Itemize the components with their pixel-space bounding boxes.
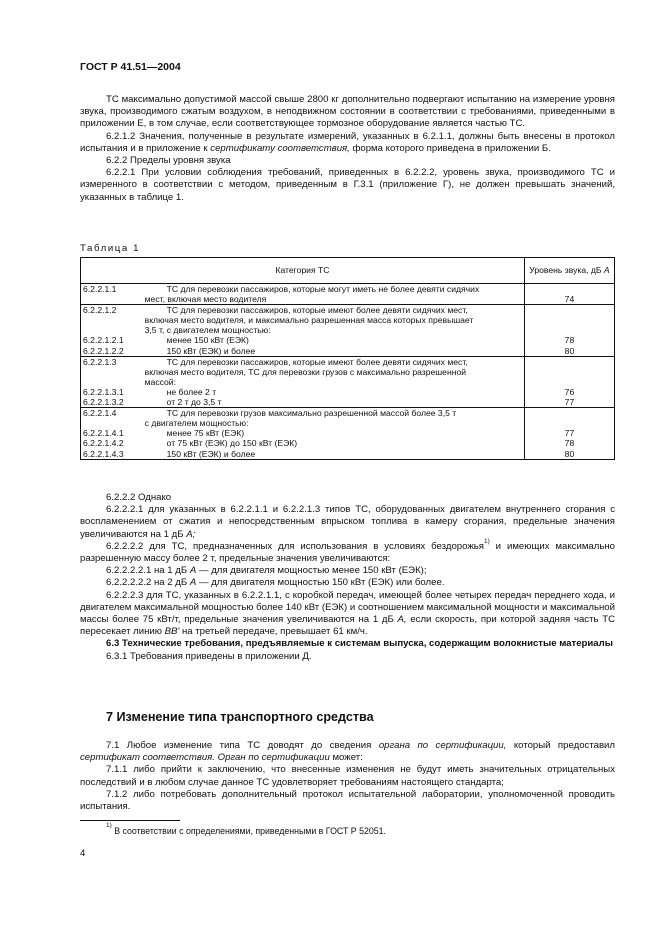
paragraph-6-2-2-2-2: 6.2.2.2.2 для ТС, предназначенных для использования в условиях бездорожья$^{1)}$ и имеющих максимально разрешенную массу более 2 т, предельные значения увеличиваются: [80,537,615,565]
paragraph-6-2-2: 6.2.2 Пределы уровня звука [106,155,231,167]
level-value: 80 [564,448,575,459]
row-code [83,325,145,335]
cell-codes [81,284,145,305]
row-code: 6.2.2.1.2.2 [83,345,124,356]
level-value: 76 [564,386,575,397]
table-row [81,408,615,459]
category-line: включая место водителя, ТС для перевозки грузов с максимально разрешенной [144,366,467,377]
cell-codes [81,408,145,459]
level-value [525,315,614,325]
paragraph-6-2-1-2: 6.2.1.2 Значения, полученные в результате измерений, указанных в 6.2.1.1, должны быть внесены в протокол испытания и в приложение к сертификату соответствия, форма которого приведена в приложении Б. [80,130,615,154]
level-value [525,377,614,387]
category-line: ТС для перевозки пассажиров, которые могут иметь не более девяти сидячих [166,284,480,294]
cell-level [524,356,614,407]
level-value [525,367,614,377]
row-code [83,377,145,387]
row-code: 6.2.2.1.2.1 [83,335,124,346]
table-header-row [81,258,615,284]
row-code: 6.2.2.1.3.1 [83,386,124,397]
heading-6-3: 6.3 Технические требования, предъявляемые к системам выпуска, содержащим волокнистые материалы [106,638,613,650]
cell-codes [81,305,145,356]
paragraph-7-1-2: 7.1.2 либо потребовать дополнительный протокол испытательной лаборатории, уполномоченной проводить испытания. [80,788,615,813]
row-code [83,418,145,428]
document-id: ГОСТ Р 41.51—2004 [80,61,181,73]
paragraph-6-2-2-2-3: 6.2.2.2.3 для ТС, указанных в 6.2.2.1.1, с коробкой передач, имеющей более четырех передач переднего хода, и двигателем максимальной мощностью более 140 кВт (ЕЭК) и соотношением максимальной мощности и максимальной массы более 75 кВт/т, предельные значения увеличиваются на 1 дБ А, если скорость, при которой задняя часть ТС пересекает линию ВВ' на третьей передаче, превышает 61 км/ч. [80,589,616,638]
cell-level [524,408,614,459]
cell-category [145,305,525,356]
category-line: от 2 т до 3,5 т [166,397,222,408]
category-line: 150 кВт (ЕЭК) и более [166,345,256,356]
paragraph-6-2-2-2-2-2: 6.2.2.2.2.2 на 2 дБ А — для двигателя мощностью 150 кВт (ЕЭК) или более. [106,577,445,589]
cell-level [524,284,614,305]
level-value: 80 [564,345,575,356]
paragraph-7-1: 7.1 Любое изменение типа ТС доводят до сведения органа по сертификации, который предоставил сертификат соответствия. Орган по сертификации может: [80,740,615,764]
table-caption: Таблица 1 [80,243,141,254]
level-value: 74 [564,294,575,305]
row-code [83,315,145,325]
row-code: 6.2.2.1.4.3 [83,448,124,459]
header-level: Уровень звука, дБ А [524,258,614,284]
cell-category [145,356,525,407]
row-code: 6.2.2.1.4.2 [83,438,124,449]
intro-section [80,94,615,204]
level-value [525,305,614,315]
footnote-divider [80,820,180,821]
category-line: 150 кВт (ЕЭК) и более [166,448,256,459]
paragraph-6-2-2-1: 6.2.2.1 При условии соблюдения требований, приведенных в 6.2.2.2, уровень звука, производимого ТС и измеренного в соответствии с методом, приведенным в Г.3.1 (приложение Г), не должен превышать значений, указанных в таблице 1. [80,167,615,203]
page-number: 4 [80,848,86,859]
section-7-body [80,740,615,813]
row-code: 6.2.2.1.2 [83,305,117,316]
category-line: мест, включая место водителя [144,294,267,305]
level-value [525,357,614,367]
paragraph: ТС максимально допустимой массой свыше 2800 кг дополнительно подвергают испытанию на измерение уровня звука, производимого сжатым воздухом, в неподвижном состоянии в соответствии с требованиями, приведенными в приложении Е, в том случае, если соответствующее тормозное оборудование является частью ТС. [80,94,615,130]
after-table-section [80,492,615,663]
level-value [525,284,614,294]
sound-level-table [80,257,615,460]
footnote-ref: 1) [483,537,490,545]
level-value [525,408,614,418]
level-value [525,325,614,335]
category-line: ТС для перевозки пассажиров, которые имеют более девяти сидячих мест, [166,305,468,316]
paragraph-6-2-2-2-1: 6.2.2.2.1 для указанных в 6.2.2.1.1 и 6.2.2.1.3 типов ТС, оборудованных двигателем внутреннего сгорания с воспламенением от сжатия и непосредственным впрыском топлива в камеру сгорания, предельные значения увеличиваются на 1 дБ А; [80,504,615,540]
category-line: не более 2 т [166,386,217,397]
level-value: 78 [564,335,575,346]
section-7-title: 7 Изменение типа транспортного средства [106,710,374,724]
category-line: менее 75 кВт (ЕЭК) [166,428,245,439]
level-value: 77 [564,397,575,408]
level-value [525,418,614,428]
category-line: с двигателем мощностью: [144,418,249,429]
category-line: массой: [144,376,176,387]
cell-category [145,284,525,305]
row-code: 6.2.2.1.3 [83,356,117,367]
table-row [81,284,615,305]
paragraph-7-1-1: 7.1.1 либо прийти к заключению, что внесенные изменения не будут иметь значительных отрицательных последствий и в любом случае данное ТС удовлетворяет требованиям настоящего стандарта; [80,764,615,788]
paragraph-6-2-2-2: 6.2.2.2 Однако [106,492,172,503]
category-line: ТС для перевозки грузов максимально разрешенной массой более 3,5 т [166,408,457,419]
footnote: $^{1)}$ В соответствии с определениями, приведенными в ГОСТ Р 52051. [106,822,387,836]
row-code: 6.2.2.1.1 [83,284,117,294]
row-code: 6.2.2.1.4.1 [83,428,124,439]
table-row [81,305,615,356]
cell-codes [81,356,145,407]
cell-category [145,408,525,459]
paragraph-6-2-2-2-2-1: 6.2.2.2.2.1 на 1 дБ А — для двигателя мощностью менее 150 кВт (ЕЭК); [106,565,427,577]
row-code [83,367,145,377]
category-line: менее 150 кВт (ЕЭК) [166,335,249,346]
category-line: 3,5 т, с двигателем мощностью: [144,325,271,336]
table-row [81,356,615,407]
category-line: от 75 кВт (ЕЭК) до 150 кВт (ЕЭК) [166,438,298,449]
header-category: Категория ТС [81,258,525,284]
row-code: 6.2.2.1.3.2 [83,397,124,408]
table-body [81,284,615,460]
row-code: 6.2.2.1.4 [83,408,117,419]
category-line: ТС для перевозки пассажиров, которые имеют более девяти сидячих мест, [166,356,468,367]
category-line: включая место водителя, и максимально разрешенная масса которых превышает [144,315,474,326]
row-code [83,294,145,304]
level-value: 77 [564,428,575,439]
level-value: 78 [564,438,575,449]
cell-level [524,305,614,356]
paragraph-6-3-1: 6.3.1 Требования приведены в приложении Д. [106,650,312,662]
